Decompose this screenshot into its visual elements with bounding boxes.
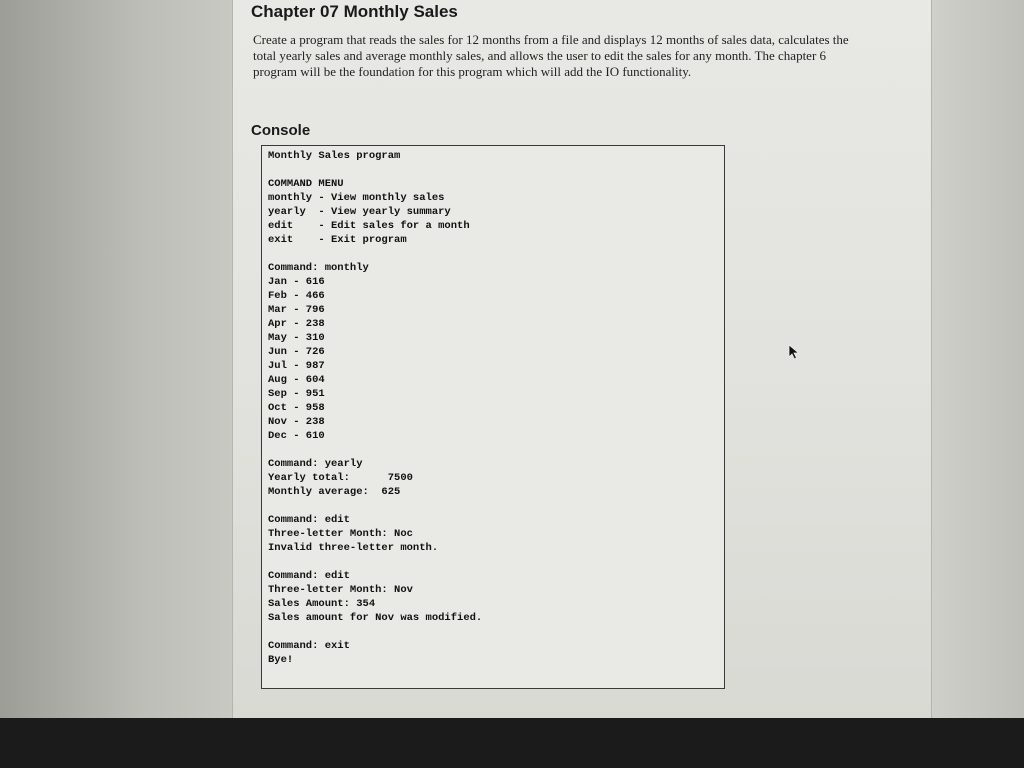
console-line: Monthly Sales program <box>268 150 401 162</box>
console-line: Sep - 951 <box>268 388 325 400</box>
left-page-margin <box>0 0 232 718</box>
console-line: Command: yearly <box>268 458 363 470</box>
console-line <box>268 555 718 569</box>
assignment-description: Create a program that reads the sales for 12 months from a file and displays 12 months of sales data, calculates the total yearly sales and average monthly sales, and allows the user to edit the sales for any month. The chapter 6 program will be the foundation for this program which will add the IO functionality. <box>253 32 849 79</box>
page-title: Chapter 07 Monthly Sales <box>251 2 458 21</box>
console-output-box <box>261 145 725 689</box>
console-line: exit - Exit program <box>268 234 407 246</box>
console-line: COMMAND MENU <box>268 178 344 190</box>
console-line: monthly - View monthly sales <box>268 192 445 204</box>
mouse-pointer-icon <box>788 344 800 360</box>
console-line: Sales Amount: 354 <box>268 598 376 610</box>
console-line <box>268 499 718 513</box>
console-line: Three-letter Month: Noc <box>268 528 413 540</box>
console-line: Dec - 610 <box>268 430 325 442</box>
console-heading: Console <box>251 122 311 139</box>
console-line: Apr - 238 <box>268 318 325 330</box>
console-line: Jun - 726 <box>268 346 325 358</box>
document-page <box>232 0 932 718</box>
console-line: Bye! <box>268 654 294 666</box>
console-line: Yearly total: 7500 <box>268 472 413 484</box>
console-line: Invalid three-letter month. <box>268 542 439 554</box>
right-page-margin <box>930 0 1024 718</box>
console-line: yearly - View yearly summary <box>268 206 451 218</box>
console-line: Oct - 958 <box>268 402 325 414</box>
console-line: Command: monthly <box>268 262 369 274</box>
console-line: Jan - 616 <box>268 276 325 288</box>
console-line: Jul - 987 <box>268 360 325 372</box>
console-line: Command: edit <box>268 514 350 526</box>
console-line <box>268 443 718 457</box>
console-line: Monthly average: 625 <box>268 486 401 498</box>
console-line <box>268 163 718 177</box>
console-line: Feb - 466 <box>268 290 325 302</box>
console-line: Three-letter Month: Nov <box>268 584 413 596</box>
console-line: edit - Edit sales for a month <box>268 220 470 232</box>
console-line: Nov - 238 <box>268 416 325 428</box>
console-line: Command: exit <box>268 640 350 652</box>
console-line: Sales amount for Nov was modified. <box>268 612 483 624</box>
console-line <box>268 247 718 261</box>
console-line: Command: edit <box>268 570 350 582</box>
console-line: Aug - 604 <box>268 374 325 386</box>
monitor-bezel <box>0 718 1024 768</box>
console-line: May - 310 <box>268 332 325 344</box>
console-line: Mar - 796 <box>268 304 325 316</box>
console-line <box>268 625 718 639</box>
